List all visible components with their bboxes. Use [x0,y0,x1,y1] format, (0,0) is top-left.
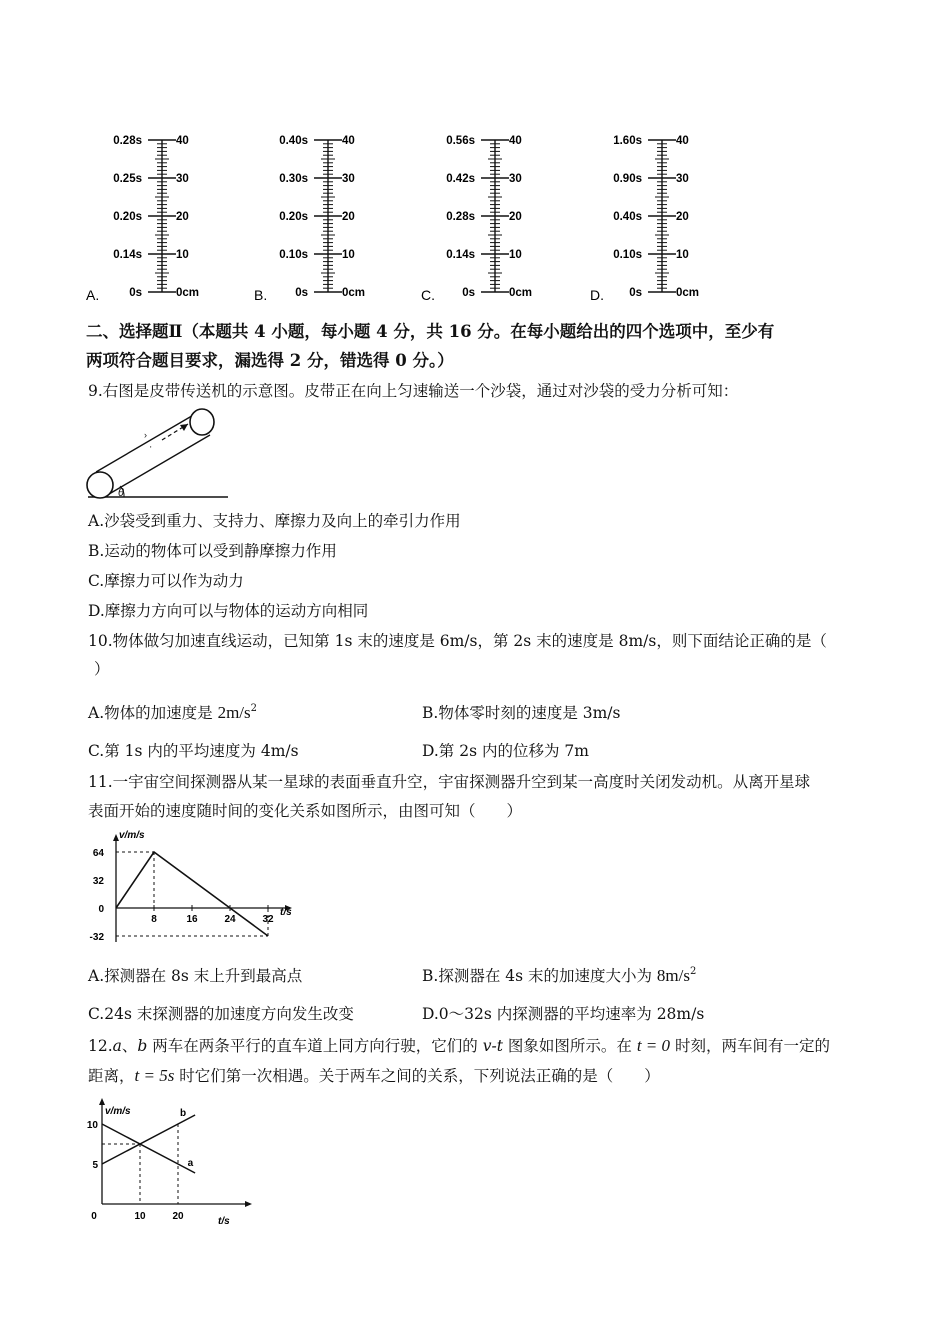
ruler-time-label: 0.42s [446,173,475,185]
ruler-time-label: 0.28s [446,211,475,223]
q11-option-b-text: B.探测器在 4s 末的加速度大小为 [422,967,657,985]
series-line-a [102,1124,195,1173]
svg-text:': ' [150,445,152,454]
x-axis-label: t/s [218,1216,230,1227]
ruler-cm-label: 10 [676,249,689,261]
x-tick-label: 8 [151,914,157,925]
ruler-cm-label: 40 [509,135,522,147]
q10-stem-line2: ） [94,660,110,678]
y-tick-label: 64 [92,848,104,859]
series-label-a: a [187,1158,194,1169]
ruler-time-label: 0.20s [113,211,142,223]
ruler-time-label: 0.30s [279,173,308,185]
q10-option-a-value: 2m/s [217,703,251,722]
q11-option-b-exp: 2 [689,966,697,977]
ruler-time-label: 0.56s [446,135,475,147]
ruler-cm-label: 40 [676,135,689,147]
q10-option-a [88,703,257,723]
ruler-cm-label: 30 [676,173,689,185]
q12-stem-line1 [88,1036,830,1056]
ruler-cm-label: 30 [176,173,189,185]
ruler-time-label: 0s [462,287,475,299]
q12-t0: t = 0 [636,1036,671,1055]
ruler-option-2 [254,135,365,303]
y-axis-label: v/m/s [119,830,145,841]
ruler-time-label: 0.40s [279,135,308,147]
ruler-cm-label: 20 [676,211,689,223]
ruler-cm-label: 40 [342,135,355,147]
ruler-cm-label: 40 [176,135,189,147]
ruler-cm-label: 10 [509,249,522,261]
q12-vt-chart [80,1094,240,1234]
ruler-option-3 [421,135,532,303]
q10-option-b: B.物体零时刻的速度是 3m/s [422,704,621,722]
ruler-time-label: 0s [129,287,142,299]
x-tick-label: 20 [172,1211,184,1222]
x-tick-label: 0 [91,1211,97,1222]
ruler-time-label: 0.20s [279,211,308,223]
y-axis-arrow [99,1098,105,1105]
ruler-time-label: 1.60s [613,135,642,147]
q12-stem-line2 [88,1066,660,1086]
q12-number: 12. [88,1037,113,1055]
x-tick-label: 32 [262,914,274,925]
ruler-cm-label: 0cm [342,287,366,299]
section-heading-line1: 二、选择题Ⅱ（本题共 4 小题，每小题 4 分，共 16 分。在每小题给出的四个选项中，至少有 [86,322,775,341]
q11-option-b [422,966,696,986]
q9-option-c: C.摩擦力可以作为动力 [88,572,244,590]
ruler-time-label: 0.10s [279,249,308,261]
x-axis-label: t/s [280,907,292,918]
ruler-time-label: 0.25s [113,173,142,185]
q12-text3: 时刻，两车间有一定的 [670,1037,830,1055]
x-tick-label: 16 [186,914,198,925]
q9-option-b: B.运动的物体可以受到静摩擦力作用 [88,542,337,560]
ruler-cm-label: 20 [176,211,189,223]
x-axis-arrow [245,1201,252,1207]
y-tick-label: 0 [98,904,104,915]
q12-sep: 、 [121,1037,138,1055]
ruler-time-label: 0s [295,287,308,299]
ruler-time-label: 0.28s [113,135,142,147]
q12-text5: 时它们第一次相遇。关于两车之间的关系，下列说法正确的是（ ） [174,1067,660,1085]
q9-stem: 9.右图是皮带传送机的示意图。皮带正在向上匀速输送一个沙袋，通过对沙袋的受力分析可知： [88,382,739,400]
ruler-cm-label: 30 [509,173,522,185]
q12-t5: t = 5s [134,1066,175,1085]
ruler-time-label: 0.40s [613,211,642,223]
y-tick-label: 10 [86,1120,98,1131]
ruler-cm-label: 10 [176,249,189,261]
ruler-cm-label: 0cm [676,287,700,299]
ruler-cm-label: 0cm [509,287,533,299]
y-axis-label: v/m/s [105,1106,131,1117]
ruler-option-letter: B. [254,287,268,303]
x-tick-label: 24 [224,914,236,925]
q11-vt-chart [80,826,292,946]
q11-option-b-value: 8m/s [656,966,690,985]
svg-text:›: › [144,430,147,440]
q9-option-d: D.摩擦力方向可以与物体的运动方向相同 [88,602,369,620]
angle-theta-label: θ [118,487,124,499]
ruler-option-1 [86,135,199,303]
x-tick-label: 10 [134,1211,146,1222]
ruler-cm-label: 20 [509,211,522,223]
q11-stem-line2: 表面开始的速度随时间的变化关系如图所示，由图可知（ ） [88,802,523,820]
ruler-option-letter: C. [421,287,435,303]
q10-stem-line1: 10.物体做匀加速直线运动，已知第 1s 末的速度是 6m/s，第 2s 末的速度是 8m/s，则下面结论正确的是（ [88,632,827,650]
ruler-option-letter: D. [590,287,604,303]
q12-car-b: b [137,1037,148,1055]
ruler-cm-label: 10 [342,249,355,261]
ruler-time-label: 0s [629,287,642,299]
ruler-option-letter: A. [86,287,100,303]
q12-text2: 图象如图所示。在 [502,1037,637,1055]
ruler-cm-label: 30 [342,173,355,185]
q9-conveyor-figure [80,404,230,504]
y-tick-label: 5 [92,1160,98,1171]
y-tick-label: -32 [89,932,104,943]
ruler-cm-label: 0cm [176,287,200,299]
q12-car-a: a [112,1037,122,1055]
section-heading-line2: 两项符合题目要求，漏选得 2 分，错选得 0 分。） [86,351,454,370]
ruler-time-label: 0.14s [113,249,142,261]
q9-option-a: A.沙袋受到重力、支持力、摩擦力及向上的牵引力作用 [88,512,461,530]
q10-option-d: D.第 2s 内的位移为 7m [422,742,589,760]
q11-option-c: C.24s 末探测器的加速度方向发生改变 [88,1005,354,1023]
q12-vt: v-t [482,1037,503,1055]
ruler-time-label: 0.10s [613,249,642,261]
y-tick-label: 32 [92,876,104,887]
series-label-b: b [180,1108,187,1119]
q10-option-a-exp: 2 [250,703,257,714]
q12-text1: 两车在两条平行的直车道上同方向行驶，它们的 [147,1037,483,1055]
series-line-b [102,1115,195,1164]
q11-stem-line1: 11.一宇宙空间探测器从某一星球的表面垂直升空，宇宙探测器升空到某一高度时关闭发动机。从离开星球 [88,773,811,791]
q12-text4: 距离， [88,1067,135,1085]
q10-option-a-text: A.物体的加速度是 [88,704,218,722]
q11-option-d: D.0～32s 内探测器的平均速率为 28m/s [422,1005,705,1023]
ruler-cm-label: 20 [342,211,355,223]
ruler-figures [0,120,950,310]
ruler-time-label: 0.90s [613,173,642,185]
q10-option-c: C.第 1s 内的平均速度为 4m/s [88,742,299,760]
ruler-option-4 [590,135,699,303]
q11-option-a: A.探测器在 8s 末上升到最高点 [88,967,303,985]
ruler-time-label: 0.14s [446,249,475,261]
